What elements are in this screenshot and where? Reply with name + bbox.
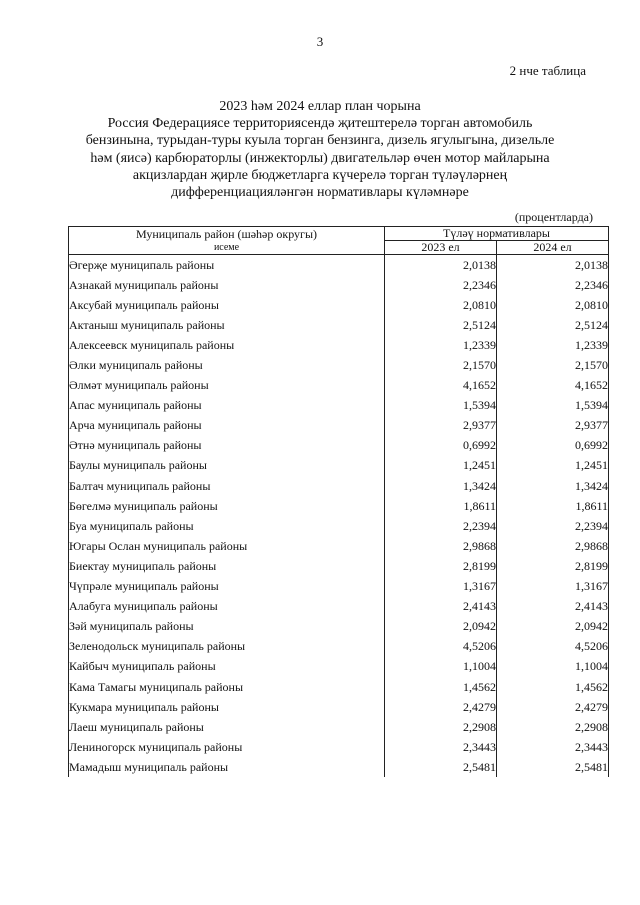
value-2023: 2,4143: [385, 597, 497, 617]
municipality-name: Әгерҗе муниципаль районы: [69, 255, 385, 276]
table-row: [69, 275, 609, 295]
municipality-name: Алексеевск муниципаль районы: [69, 335, 385, 355]
page-number: 3: [316, 34, 324, 49]
value-2024: 4,1652: [497, 376, 609, 396]
value-2024: 2,2346: [497, 275, 609, 295]
table-row: [69, 355, 609, 375]
value-2023: 2,9868: [385, 536, 497, 556]
value-2024: 1,4562: [497, 677, 609, 697]
municipality-name: Кайбыч муниципаль районы: [69, 657, 385, 677]
table-row: [69, 717, 609, 737]
municipality-name: Чүпрәле муниципаль районы: [69, 577, 385, 597]
municipality-name: Бөгелмә муниципаль районы: [69, 496, 385, 516]
table-row: [69, 376, 609, 396]
value-2024: 0,6992: [497, 436, 609, 456]
value-2024: 2,4143: [497, 597, 609, 617]
header-municipality: [69, 227, 385, 255]
value-2023: 2,5124: [385, 315, 497, 335]
table-row: [69, 577, 609, 597]
municipality-name: Лениногорск муниципаль районы: [69, 737, 385, 757]
municipality-name: Әлки муниципаль районы: [69, 355, 385, 375]
title-line-6: дифференциацияләнгән нормативлары күләмнәре: [171, 185, 469, 201]
value-2024: 2,4279: [497, 697, 609, 717]
table-row: [69, 396, 609, 416]
municipality-name: Әтнә муниципаль районы: [69, 436, 385, 456]
value-2023: 2,5481: [385, 757, 497, 777]
value-2024: 2,5124: [497, 315, 609, 335]
table-row: [69, 556, 609, 576]
value-2024: 1,2451: [497, 456, 609, 476]
table-row: [69, 536, 609, 556]
value-2023: 1,2451: [385, 456, 497, 476]
table-row: [69, 255, 609, 276]
value-2023: 2,3443: [385, 737, 497, 757]
title-line-4: һәм (яисә) карбюраторлы (инжекторлы) двигательләр өчен мотор майларына: [90, 150, 550, 166]
value-2023: 1,1004: [385, 657, 497, 677]
value-2023: 2,9377: [385, 416, 497, 436]
value-2024: 1,3424: [497, 476, 609, 496]
table-row: [69, 476, 609, 496]
value-2024: 2,5481: [497, 757, 609, 777]
value-2024: 2,0138: [497, 255, 609, 276]
table-row: [69, 496, 609, 516]
municipality-name: Азнакай муниципаль районы: [69, 275, 385, 295]
municipality-name: Актаныш муниципаль районы: [69, 315, 385, 335]
value-2023: 2,2346: [385, 275, 497, 295]
municipality-name: Әлмәт муниципаль районы: [69, 376, 385, 396]
value-2023: 1,5394: [385, 396, 497, 416]
table-row: [69, 657, 609, 677]
header-norms: Түләү нормативлары: [385, 227, 609, 241]
municipality-name: Зеленодольск муниципаль районы: [69, 637, 385, 657]
table-row: [69, 597, 609, 617]
value-2023: 2,0138: [385, 255, 497, 276]
value-2023: 1,4562: [385, 677, 497, 697]
table-row: [69, 315, 609, 335]
value-2024: 1,1004: [497, 657, 609, 677]
table-row: [69, 757, 609, 777]
value-2023: 1,3167: [385, 577, 497, 597]
municipality-name: Арча муниципаль районы: [69, 416, 385, 436]
value-2024: 2,2908: [497, 717, 609, 737]
title-line-5: акцизлардан җирле бюджетларга күчерелә торган түләүләрнең: [132, 167, 508, 183]
header-year-2024: 2024 ел: [497, 241, 609, 255]
municipality-name: Кукмара муниципаль районы: [69, 697, 385, 717]
table-row: [69, 677, 609, 697]
header-municipality-line2: исеме: [213, 241, 240, 253]
value-2023: 1,2339: [385, 335, 497, 355]
header-year-2023: 2023 ел: [385, 241, 497, 255]
norms-table: [68, 226, 609, 777]
table-row: [69, 516, 609, 536]
title-line-1: 2023 һәм 2024 еллар план чорына: [219, 99, 421, 114]
value-2024: 1,3167: [497, 577, 609, 597]
value-2024: 1,8611: [497, 496, 609, 516]
value-2023: 2,0810: [385, 295, 497, 315]
municipality-name: Югары Ослан муниципаль районы: [69, 536, 385, 556]
value-2024: 1,5394: [497, 396, 609, 416]
value-2023: 2,1570: [385, 355, 497, 375]
value-2024: 2,9868: [497, 536, 609, 556]
document-title: [60, 98, 580, 201]
value-2023: 2,8199: [385, 556, 497, 576]
municipality-name: Лаеш муниципаль районы: [69, 717, 385, 737]
value-2023: 4,5206: [385, 637, 497, 657]
table-row: [69, 295, 609, 315]
table-body: [69, 255, 609, 778]
value-2023: 1,3424: [385, 476, 497, 496]
municipality-name: Аксубай муниципаль районы: [69, 295, 385, 315]
units-note: (процентларда): [514, 210, 593, 224]
value-2024: 2,3443: [497, 737, 609, 757]
municipality-name: Кама Тамагы муниципаль районы: [69, 677, 385, 697]
value-2024: 2,9377: [497, 416, 609, 436]
municipality-name: Буа муниципаль районы: [69, 516, 385, 536]
table-header: [69, 227, 609, 255]
value-2024: 2,1570: [497, 355, 609, 375]
value-2024: 2,2394: [497, 516, 609, 536]
value-2023: 2,2908: [385, 717, 497, 737]
value-2024: 2,8199: [497, 556, 609, 576]
municipality-name: Баулы муниципаль районы: [69, 456, 385, 476]
municipality-name: Мамадыш муниципаль районы: [69, 757, 385, 777]
value-2024: 1,2339: [497, 335, 609, 355]
value-2023: 0,6992: [385, 436, 497, 456]
value-2023: 2,2394: [385, 516, 497, 536]
title-line-2: Россия Федерациясе территориясендә җитештерелә торган автомобиль: [107, 116, 533, 132]
municipality-name: Биектау муниципаль районы: [69, 556, 385, 576]
table-row: [69, 617, 609, 637]
table-row: [69, 416, 609, 436]
header-municipality-line1: Муниципаль район (шәһәр округы): [135, 226, 318, 241]
value-2023: 2,0942: [385, 617, 497, 637]
title-line-3: бензинына, турыдан-туры куыла торган бензинга, дизель ягулыгына, дизельле: [85, 133, 555, 149]
table-label: 2 нче таблица: [509, 63, 586, 78]
table-row: [69, 335, 609, 355]
table-row: [69, 737, 609, 757]
table-row: [69, 697, 609, 717]
value-2024: 4,5206: [497, 637, 609, 657]
value-2024: 2,0942: [497, 617, 609, 637]
value-2024: 2,0810: [497, 295, 609, 315]
table-row: [69, 637, 609, 657]
value-2023: 1,8611: [385, 496, 497, 516]
municipality-name: Зәй муниципаль районы: [69, 617, 385, 637]
table-row: [69, 456, 609, 476]
value-2023: 4,1652: [385, 376, 497, 396]
municipality-name: Балтач муниципаль районы: [69, 476, 385, 496]
value-2023: 2,4279: [385, 697, 497, 717]
municipality-name: Апас муниципаль районы: [69, 396, 385, 416]
municipality-name: Алабуга муниципаль районы: [69, 597, 385, 617]
table-row: [69, 436, 609, 456]
